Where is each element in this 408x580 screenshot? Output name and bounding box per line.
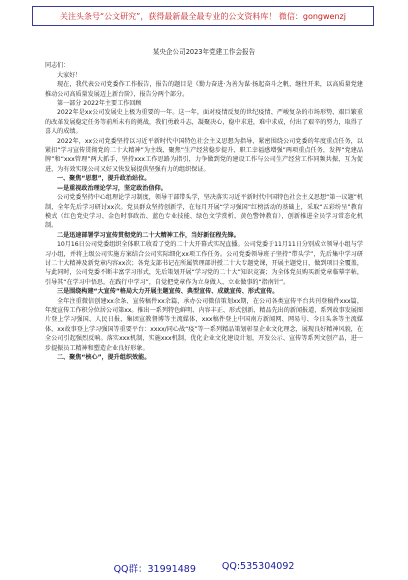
section-heading-2: 二、聚焦“核心”，提升组织效能。 [57, 354, 151, 361]
review-paragraph-1: 2022年是xx公司发展史上极为重要的一年。这一年，面对疫情反复的世纪疫情、严峻复杂的市场形势、艰巨繁重的改革发展稳定任务等前所未有的挑战，我们勇敢斗志，凝聚决心，稳中求进，难中求成，付出了艰辛的努力，取得了喜人的成绩。 [45, 109, 363, 136]
subheading-2: 二是迅速部署学习宣传贯彻党的二十大精神工作，当好新征程先锋。 [57, 231, 240, 239]
footer-qq: QQ:535304092 [221, 561, 295, 572]
salutation: 同志们： [45, 62, 70, 70]
congress-paragraph: 10月16日公司党委组织全体职工收看了党的二十大开幕式实况直播。公司党委于11月11日分别成立领导小组与学习小组，并将上级公司实施方案结合公司实际细化xx项工作任务。公司党委领导班子坚持“带头学”，先后集中学习研讨二十大精神及新党章内容xx次；各党支部书记在所属管理部讲授二十大专题党课，开展主题党日，做到项目全覆盖，与此同时，公司党委不断丰富学习形式，先后策划开展“学习党的二十大”知识竞赛；为全体党员购买新党章临摹字帖，引导其“在学习中悟思，在践行中学习”，自觉把党章作为立身做人、立业做事的“指南针”。 [45, 241, 363, 286]
part-one-heading: 第一部分 2022年主要工作回顾 [57, 100, 142, 108]
promo-banner-text: 关注头条号“公文研究”，获得最新最全最专业的公文资料库！ 微信：gongwenzj [60, 11, 346, 21]
footer-qq-group: QQ群：31991489 [113, 564, 196, 575]
section-heading-1: 一、聚焦“思想”，提升政治站位。 [57, 175, 151, 183]
publicity-paragraph: 全年注重微信创建xx余条、宣传稿件xx余篇，承办公司微信策划xx期，在公司各类宣传平台共刊登稿件xxx篇，年度宣传工作积分位居公司第xx。推出一系列特色鲜明、内容丰正、形式创新、精品先出的新闻报道，系列故事发展图片登上学习强国、人民日报、集团宣教督博等主流媒体，xxx稿件登上中国南方新闻网、网易号、今日头条等主流媒体，xx故事登上学习强国等重要平台：xxxx/同心战“疫”等一系列精品策划彰显企业文化理念，展现良好精神风貌，在全公司引起强烈反响。落实xxx机制，实施xxx机制，优化企业文化建设计划，开发公示、宣传等系列文创产品，进一步提振员工精神和塑造企业良好形象。 [45, 297, 363, 352]
document-title: 某央企公司2023年党建工作会报告 [152, 48, 256, 56]
document-body [45, 48, 363, 362]
study-paragraph: 公司党委坚持中心组理论学习制度，领导干部带头学，坚决落实习近平新时代中国特色社会主义思想“第一议题”机制，全年先后学习研讨xx次。党员群众坚持创新学，在每月开展“学习强国”红榜活动的基础上，采取“五彩纷呈”教育模式（红色党史学习、金色时事政治、蓝色专业技能、绿色文学赏析、黄色警钟教育），创新推进全员学习常态化机制。 [45, 194, 363, 230]
subheading-3: 三是围绕构建“大宣传”格局大力开展主题宣传、典型宣传、成就宣传、形式宣传。 [57, 288, 279, 296]
greeting: 大家好！ [57, 71, 82, 79]
promo-banner [32, 6, 374, 26]
subheading-1: —是重视政治理论学习，坚定政治信仰。 [57, 184, 167, 192]
intro-paragraph: 现在，我代表公司党委作工作报告，报告的题目是《勠力奋进·为善为谋·扬起奋斗之帆，继往开来，以高质量党建推动公司高质量发展迈上新台阶》，报告分两个部分。 [45, 81, 363, 98]
review-paragraph-2: 2022年，xx公司党委坚持以习近平新时代中国特色社会主义思想为指导，紧密围绕公司党委的年度重点任务，以紧扣“学习宣传贯彻党的二十大精神”为主线、聚焦“生产经营稳步提升、职工幸福感增强”两项重点任务，发挥“党建品牌”和“xxx管理”两大抓手，坚持xxx工作思路为指引，力争做到党的建设工作与公司生产经营工作同频共振、互为促进，为有效实现公司又好又快发展提供坚强有力的组织保证。 [45, 137, 363, 173]
footer-contact [0, 561, 408, 575]
